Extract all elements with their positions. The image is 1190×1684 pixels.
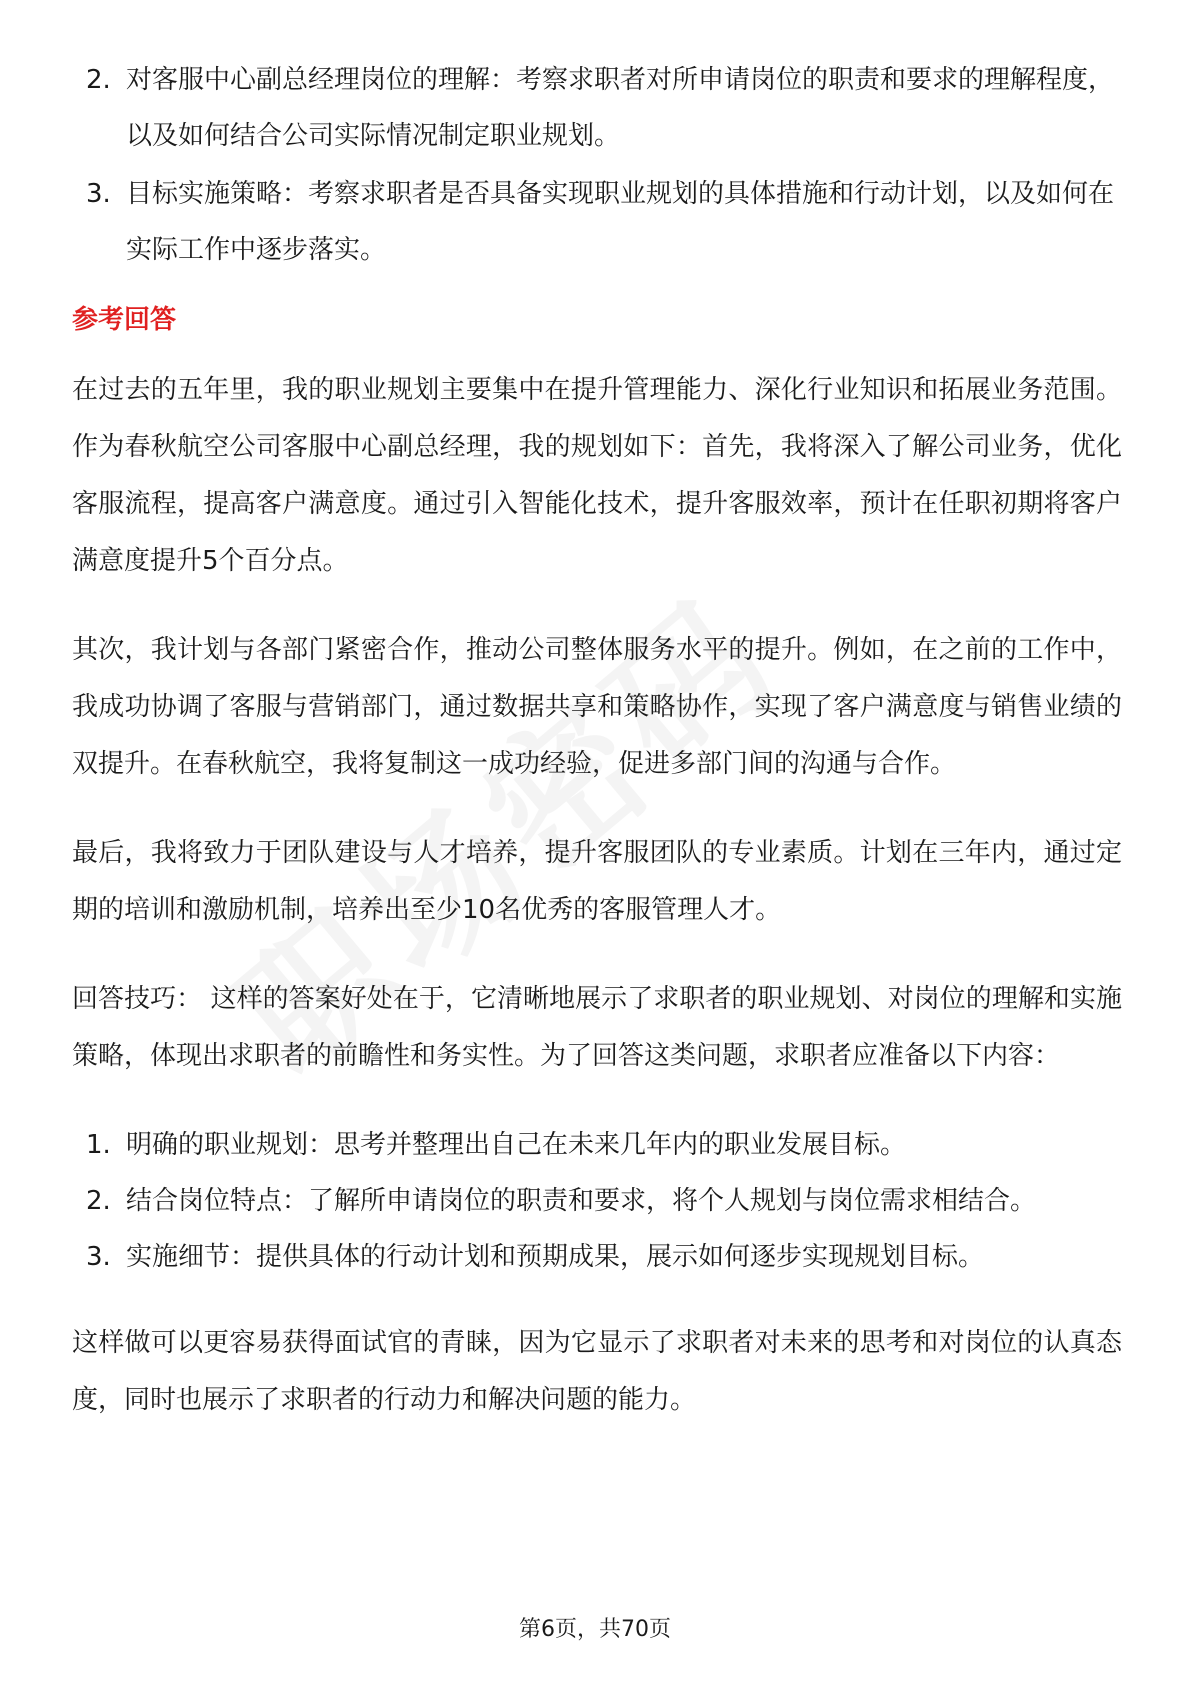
list-item bbox=[72, 52, 1122, 164]
list-number: 2. bbox=[86, 1186, 111, 1216]
list-number: 2. bbox=[86, 65, 111, 95]
tips-paragraph: 回答技巧： 这样的答案好处在于，它清晰地展示了求职者的职业规划、对岗位的理解和实施策略，体现出求职者的前瞻性和务实性。为了回答这类问题，求职者应准备以下内容： bbox=[72, 984, 1122, 1071]
answer-paragraph: 在过去的五年里，我的职业规划主要集中在提升管理能力、深化行业知识和拓展业务范围。作为春秋航空公司客服中心副总经理，我的规划如下：首先，我将深入了解公司业务，优化客服流程，提高客户满意度。通过引入智能化技术，提升客服效率，预计在任职初期将客户满意度提升5个百分点。 bbox=[72, 375, 1122, 576]
tips-list bbox=[72, 1117, 1122, 1285]
section-heading: 参考回答 bbox=[72, 305, 177, 335]
list-number: 3. bbox=[86, 1242, 111, 1272]
list-text: 明确的职业规划：思考并整理出自己在未来几年内的职业发展目标。 bbox=[126, 1130, 907, 1160]
list-number: 1. bbox=[86, 1130, 111, 1160]
list-number: 3. bbox=[86, 179, 111, 209]
list-item bbox=[72, 1173, 1122, 1229]
list-text: 目标实施策略：考察求职者是否具备实现职业规划的具体措施和行动计划，以及如何在实际工作中逐步落实。 bbox=[126, 179, 1115, 265]
list-text: 结合岗位特点：了解所申请岗位的职责和要求，将个人规划与岗位需求相结合。 bbox=[126, 1186, 1037, 1216]
document-page bbox=[72, 52, 1122, 1461]
list-item bbox=[72, 166, 1122, 278]
closing-paragraph: 这样做可以更容易获得面试官的青睐，因为它显示了求职者对未来的思考和对岗位的认真态度，同时也展示了求职者的行动力和解决问题的能力。 bbox=[72, 1328, 1122, 1415]
answer-paragraph: 最后，我将致力于团队建设与人才培养，提升客服团队的专业素质。计划在三年内，通过定期的培训和激励机制，培养出至少10名优秀的客服管理人才。 bbox=[72, 838, 1122, 925]
page-footer: 第6页，共70页 bbox=[519, 1617, 671, 1642]
evaluation-points-list bbox=[72, 52, 1122, 278]
answer-paragraph: 其次，我计划与各部门紧密合作，推动公司整体服务水平的提升。例如，在之前的工作中，我成功协调了客服与营销部门，通过数据共享和策略协作，实现了客户满意度与销售业绩的双提升。在春秋航空，我将复制这一成功经验，促进多部门间的沟通与合作。 bbox=[72, 635, 1122, 779]
list-item bbox=[72, 1229, 1122, 1285]
list-text: 对客服中心副总经理岗位的理解：考察求职者对所申请岗位的职责和要求的理解程度，以及如何结合公司实际情况制定职业规划。 bbox=[126, 65, 1115, 151]
list-text: 实施细节：提供具体的行动计划和预期成果，展示如何逐步实现规划目标。 bbox=[126, 1242, 985, 1272]
list-item bbox=[72, 1117, 1122, 1173]
